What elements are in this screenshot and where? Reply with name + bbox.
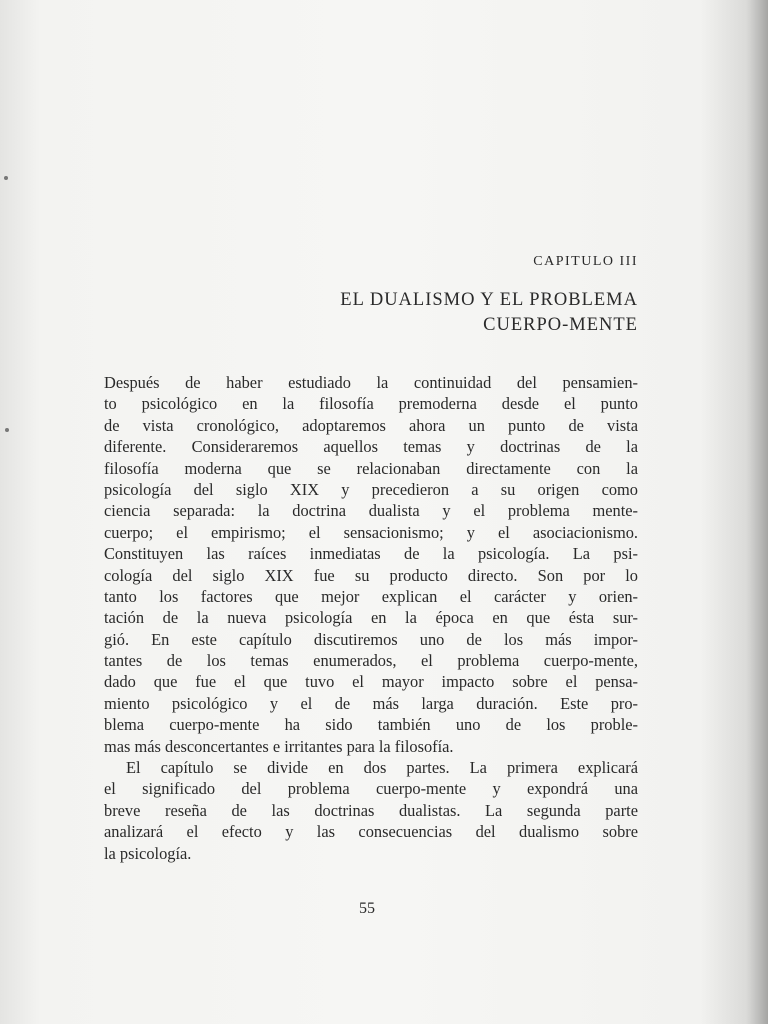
body-text	[104, 372, 638, 864]
text-line: cuerpo; el empirismo; el sensacionismo; y el asociacionismo.	[104, 522, 638, 542]
text-line: tantes de los temas enumerados, el problema cuerpo-mente,	[104, 651, 638, 671]
page-number: 55	[359, 900, 375, 917]
text-line: la psicología.	[104, 843, 192, 863]
text-line: tanto los factores que mejor explican el carácter y orien-	[104, 586, 638, 606]
chapter-title-line: EL DUALISMO Y EL PROBLEMA	[340, 290, 638, 310]
text-line: el significado del problema cuerpo-mente y expondrá una	[104, 779, 638, 799]
text-line: ciencia separada: la doctrina dualista y el problema mente-	[104, 501, 638, 521]
text-line: gió. En este capítulo discutiremos uno de los más impor-	[104, 629, 638, 649]
binding-shadow	[746, 0, 768, 1024]
text-line: de vista cronológico, adoptaremos ahora un punto de vista	[104, 415, 638, 435]
text-line: Después de haber estudiado la continuidad del pensamien-	[104, 373, 638, 392]
text-line: cología del siglo XIX fue su producto directo. Son por lo	[104, 565, 638, 585]
text-line: blema cuerpo-mente ha sido también uno de los proble-	[104, 715, 638, 735]
text-line: breve reseña de las doctrinas dualistas. La segunda parte	[104, 800, 638, 820]
text-line: miento psicológico y el de más larga duración. Este pro-	[104, 693, 638, 713]
paragraph-2	[104, 757, 638, 864]
scan-speck	[4, 176, 8, 180]
text-line: psicología del siglo XIX y precedieron a su origen como	[104, 479, 638, 499]
chapter-title-line: CUERPO-MENTE	[483, 315, 638, 335]
text-line: dado que fue el que tuvo el mayor impacto sobre el pensa-	[104, 672, 638, 692]
chapter-title	[218, 288, 638, 338]
text-line: filosofía moderna que se relacionaban directamente con la	[104, 458, 638, 478]
scan-speck	[5, 428, 9, 432]
text-line: mas más desconcertantes e irritantes para la filosofía.	[104, 736, 454, 756]
text-line: tación de la nueva psicología en la época en que ésta sur-	[104, 608, 638, 628]
text-line: diferente. Consideraremos aquellos temas y doctrinas de la	[104, 437, 638, 457]
text-line: El capítulo se divide en dos partes. La primera explicará	[126, 758, 638, 778]
paragraph-1	[104, 372, 638, 757]
text-line: Constituyen las raíces inmediatas de la psicología. La psi-	[104, 544, 638, 564]
chapter-label: CAPITULO III	[533, 254, 638, 269]
text-line: to psicológico en la filosofía premoderna desde el punto	[104, 394, 638, 414]
text-line: analizará el efecto y las consecuencias del dualismo sobre	[104, 822, 638, 842]
